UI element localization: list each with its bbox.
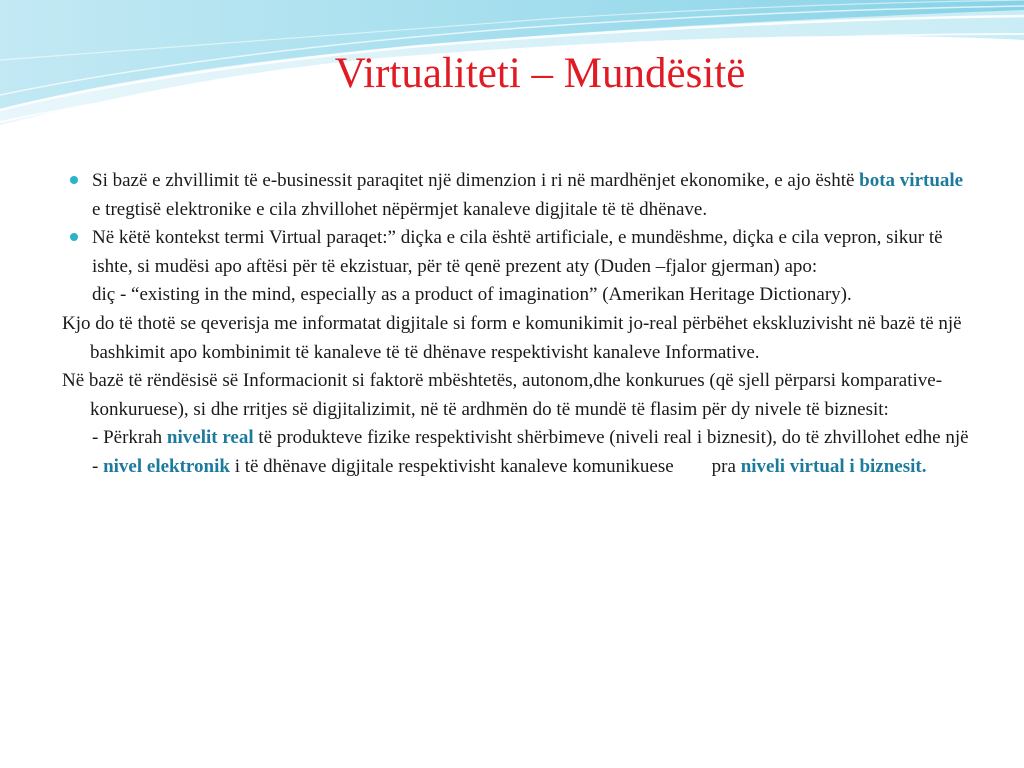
p1-text-before: Si bazë e zhvillimit të e-businessit paraqitet një dimenzion i ri në mardhënjet ekonomike, e ajo është [92, 170, 860, 191]
paragraph-3 [62, 281, 972, 310]
paragraph-4 [62, 310, 972, 367]
bullet-paragraph-1 [62, 167, 972, 224]
paragraph-7 [62, 453, 972, 482]
p1-text-after: e tregtisë elektronike e cila zhvillohet nëpërmjet kanaleve digjitale të të dhënave. [92, 198, 708, 220]
p7-highlight: nivel elektronik [103, 455, 230, 477]
p6-highlight: nivelit real [166, 427, 254, 449]
p6-text-before: - Përkrah [92, 427, 167, 449]
bullet-paragraph-2 [62, 224, 972, 281]
paragraph-5 [62, 367, 972, 424]
p7-highlight-2: niveli virtual i biznesit. [740, 455, 927, 477]
p1-highlight: bota virtuale [859, 170, 964, 191]
slide-title: Virtualiteti – Mundësitë [334, 50, 746, 97]
p7-text-after: i të dhënave digjitale respektivisht kanaleve komunikuese pra [229, 455, 741, 477]
bullet-icon [70, 233, 78, 241]
p4-text: Kjo do të thotë se qeverisja me informatat digjitale si form e komunikimit jo-real përbëhet ekskluzivisht në bazë të një bashkimit apo kombinimit të kanaleve të të dhënave respektivisht kanaleve Informative. [62, 312, 962, 363]
bullet-icon [70, 176, 78, 184]
p3-text: diç - “existing in the mind, especially as a product of imagination” (Amerikan Heritage Dictionary). [92, 284, 852, 306]
p2-text: Në këtë kontekst termi Virtual paraqet:” diçka e cila është artificiale, e mundëshme, diçka e cila vepron, sikur të ishte, si mudësi apo aftësi për të ekzistuar, për të qenë prezent aty (Duden –fjalor gjerman) apo: [92, 227, 943, 277]
p6-text-after: të produkteve fizike respektivisht shërbimeve (niveli real i biznesit), do të zhvillohet edhe një [253, 427, 969, 449]
p7-text-before: - [92, 455, 104, 477]
slide-body [62, 167, 972, 482]
p5-text: Në bazë të rëndësisë së Informacionit si faktorë mbështetës, autonom,dhe konkurues (që sjell përparsi komparative-konkuruese), si dhe rritjes së digjitalizimit, në të ardhmën do të mundë të flasim për dy nivele të biznesit: [62, 370, 943, 420]
paragraph-6 [62, 424, 972, 453]
